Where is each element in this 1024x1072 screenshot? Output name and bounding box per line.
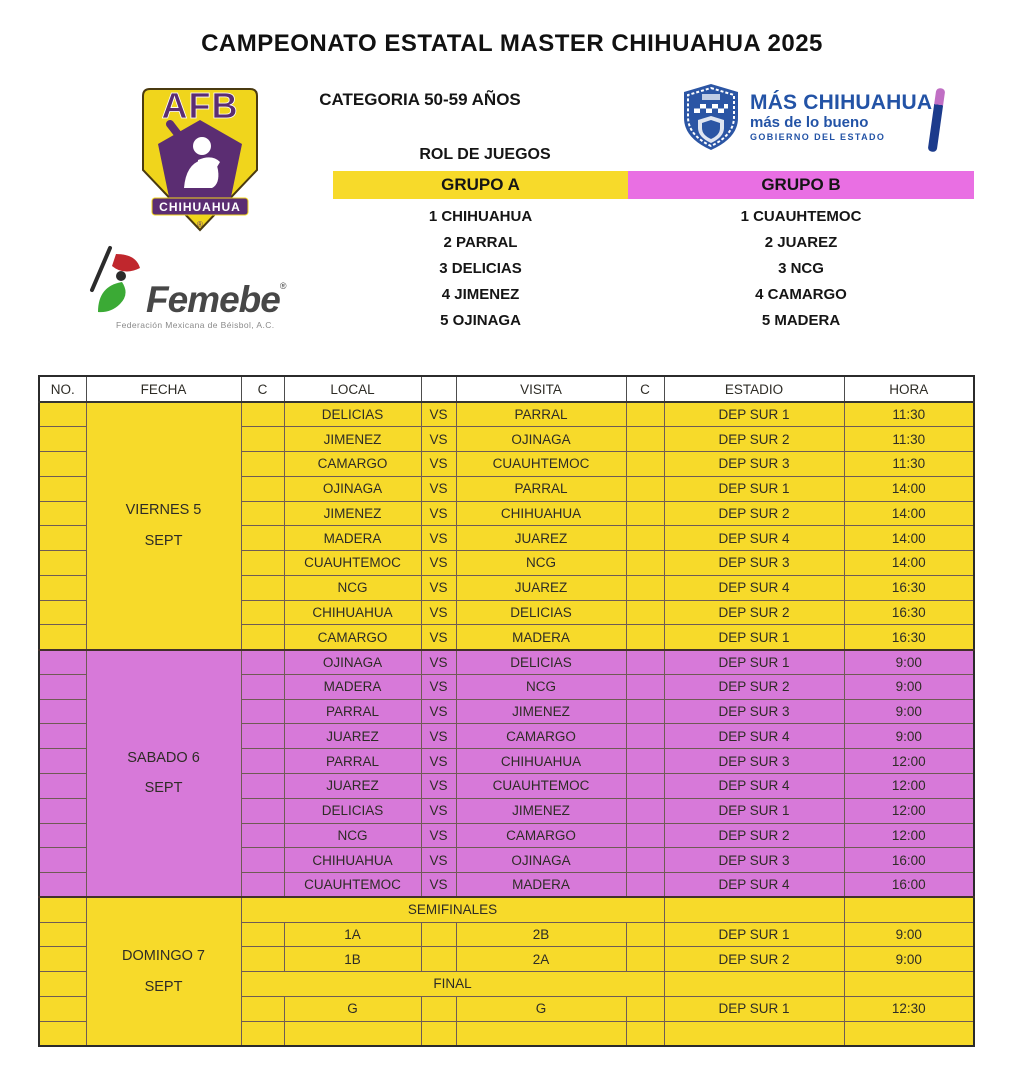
visita-cell: JIMENEZ: [456, 798, 626, 823]
estadio-cell: DEP SUR 3: [664, 749, 844, 774]
no-cell: [39, 798, 86, 823]
group-b-team: 5 MADERA: [761, 312, 841, 329]
c-cell: [626, 947, 664, 972]
hora-cell: 12:00: [844, 749, 974, 774]
visita-cell: MADERA: [456, 873, 626, 898]
table-row: [39, 402, 974, 427]
groups-panel: [333, 171, 974, 334]
visita-cell: 2A: [456, 947, 626, 972]
vs-cell: [421, 1021, 456, 1046]
vs-cell: VS: [421, 575, 456, 600]
local-cell: DELICIAS: [284, 798, 421, 823]
vs-cell: VS: [421, 427, 456, 452]
hora-cell: [844, 897, 974, 922]
table-row: [39, 897, 974, 922]
visita-cell: JIMENEZ: [456, 699, 626, 724]
col-header-visita: VISITA: [456, 376, 626, 402]
afb-chihuahua-logo: [138, 86, 262, 236]
c-cell: [626, 427, 664, 452]
estadio-cell: DEP SUR 3: [664, 452, 844, 477]
afb-shield-icon: [138, 86, 262, 236]
c-cell: [241, 947, 284, 972]
vs-cell: VS: [421, 699, 456, 724]
estadio-cell: DEP SUR 2: [664, 674, 844, 699]
local-cell: JUAREZ: [284, 773, 421, 798]
no-cell: [39, 476, 86, 501]
visita-cell: CUAUHTEMOC: [456, 452, 626, 477]
estadio-cell: [664, 1021, 844, 1046]
date-line1: VIERNES 5: [125, 502, 202, 519]
hora-cell: 12:00: [844, 823, 974, 848]
group-a-header: GRUPO A: [333, 171, 628, 199]
no-cell: [39, 848, 86, 873]
c-cell: [626, 724, 664, 749]
c-cell: [626, 625, 664, 650]
vs-cell: VS: [421, 600, 456, 625]
local-cell: PARRAL: [284, 749, 421, 774]
afb-registered-mark: ®: [197, 220, 203, 229]
c-cell: [241, 873, 284, 898]
no-cell: [39, 972, 86, 997]
local-cell: JIMENEZ: [284, 427, 421, 452]
hora-cell: 16:00: [844, 873, 974, 898]
date-line2: SEPT: [144, 780, 183, 797]
stage-banner-cell: FINAL: [241, 972, 664, 997]
c-cell: [626, 476, 664, 501]
visita-cell: CAMARGO: [456, 724, 626, 749]
vs-cell: VS: [421, 650, 456, 675]
no-cell: [39, 526, 86, 551]
schedule-body: [39, 402, 974, 1046]
schedule-table: [38, 375, 975, 1047]
no-cell: [39, 823, 86, 848]
vs-cell: VS: [421, 749, 456, 774]
hora-cell: 9:00: [844, 947, 974, 972]
hora-cell: 16:30: [844, 625, 974, 650]
c-cell: [241, 650, 284, 675]
group-b-team: 1 CUAUHTEMOC: [740, 208, 862, 225]
local-cell: MADERA: [284, 526, 421, 551]
group-a-list: [333, 199, 628, 334]
gobierno-line2: más de lo bueno: [750, 114, 869, 131]
vs-cell: [421, 996, 456, 1021]
hora-cell: 14:00: [844, 526, 974, 551]
c-cell: [626, 996, 664, 1021]
visita-cell: G: [456, 996, 626, 1021]
hora-cell: 11:30: [844, 452, 974, 477]
visita-cell: CAMARGO: [456, 823, 626, 848]
no-cell: [39, 650, 86, 675]
estadio-cell: DEP SUR 4: [664, 724, 844, 749]
estadio-cell: DEP SUR 1: [664, 798, 844, 823]
date-line2: SEPT: [144, 532, 183, 549]
no-cell: [39, 551, 86, 576]
vs-cell: VS: [421, 674, 456, 699]
c-cell: [626, 773, 664, 798]
date-cell: [86, 897, 241, 1046]
c-cell: [241, 922, 284, 947]
local-cell: JIMENEZ: [284, 501, 421, 526]
local-cell: OJINAGA: [284, 650, 421, 675]
c-cell: [241, 476, 284, 501]
c-cell: [241, 427, 284, 452]
group-b-team: 3 NCG: [778, 260, 824, 277]
c-cell: [241, 699, 284, 724]
estadio-cell: DEP SUR 3: [664, 551, 844, 576]
vs-cell: VS: [421, 402, 456, 427]
hora-cell: 9:00: [844, 650, 974, 675]
estadio-cell: [664, 897, 844, 922]
afb-acronym: AFB: [161, 86, 239, 126]
visita-cell: DELICIAS: [456, 600, 626, 625]
hora-cell: 9:00: [844, 699, 974, 724]
local-cell: 1A: [284, 922, 421, 947]
estadio-cell: DEP SUR 3: [664, 848, 844, 873]
c-cell: [626, 823, 664, 848]
estadio-cell: DEP SUR 1: [664, 402, 844, 427]
c-cell: [626, 575, 664, 600]
local-cell: CUAUHTEMOC: [284, 873, 421, 898]
estadio-cell: DEP SUR 2: [664, 427, 844, 452]
c-cell: [241, 575, 284, 600]
no-cell: [39, 452, 86, 477]
vs-cell: VS: [421, 823, 456, 848]
afb-banner-text: CHIHUAHUA: [159, 200, 241, 214]
estadio-cell: DEP SUR 3: [664, 699, 844, 724]
date-line2: SEPT: [144, 978, 183, 995]
femebe-batter-icon: [88, 244, 146, 318]
hora-cell: 9:00: [844, 724, 974, 749]
c-cell: [626, 922, 664, 947]
local-cell: [284, 1021, 421, 1046]
femebe-logo: [88, 244, 303, 336]
local-cell: NCG: [284, 823, 421, 848]
c-cell: [241, 848, 284, 873]
visita-cell: [456, 1021, 626, 1046]
col-header-c1: C: [241, 376, 284, 402]
group-b-list: [628, 199, 974, 334]
date-line1: SABADO 6: [127, 750, 200, 767]
vs-cell: VS: [421, 501, 456, 526]
hora-cell: 14:00: [844, 501, 974, 526]
hora-cell: 12:00: [844, 773, 974, 798]
col-header-fecha: FECHA: [86, 376, 241, 402]
estadio-cell: DEP SUR 4: [664, 873, 844, 898]
col-header-no: NO.: [39, 376, 86, 402]
group-b-header: GRUPO B: [628, 171, 974, 199]
local-cell: DELICIAS: [284, 402, 421, 427]
no-cell: [39, 922, 86, 947]
local-cell: PARRAL: [284, 699, 421, 724]
c-cell: [626, 674, 664, 699]
visita-cell: CHIHUAHUA: [456, 501, 626, 526]
col-header-hora: HORA: [844, 376, 974, 402]
estadio-cell: DEP SUR 2: [664, 501, 844, 526]
c-cell: [241, 823, 284, 848]
table-row: [39, 650, 974, 675]
no-cell: [39, 947, 86, 972]
local-cell: 1B: [284, 947, 421, 972]
hora-cell: 14:00: [844, 476, 974, 501]
local-cell: G: [284, 996, 421, 1021]
hora-cell: 9:00: [844, 674, 974, 699]
hora-cell: 14:00: [844, 551, 974, 576]
estadio-cell: DEP SUR 4: [664, 773, 844, 798]
hora-cell: 16:00: [844, 848, 974, 873]
hora-cell: 16:30: [844, 600, 974, 625]
no-cell: [39, 674, 86, 699]
visita-cell: CUAUHTEMOC: [456, 773, 626, 798]
c-cell: [241, 674, 284, 699]
femebe-registered-mark: ®: [279, 281, 287, 291]
group-a-team: 5 OJINAGA: [440, 312, 521, 329]
group-a-team: 4 JIMENEZ: [441, 286, 520, 303]
date-line1: DOMINGO 7: [122, 948, 205, 965]
vs-cell: VS: [421, 848, 456, 873]
c-cell: [626, 452, 664, 477]
vs-cell: VS: [421, 476, 456, 501]
no-cell: [39, 625, 86, 650]
hora-cell: [844, 1021, 974, 1046]
c-cell: [241, 452, 284, 477]
femebe-wordmark: Femebe: [146, 279, 280, 320]
c-cell: [241, 773, 284, 798]
date-cell: [86, 650, 241, 898]
estadio-cell: DEP SUR 4: [664, 526, 844, 551]
vs-cell: VS: [421, 873, 456, 898]
hora-cell: 9:00: [844, 922, 974, 947]
c-cell: [626, 402, 664, 427]
local-cell: CHIHUAHUA: [284, 600, 421, 625]
group-a-team: 3 DELICIAS: [439, 260, 522, 277]
hora-cell: 11:30: [844, 402, 974, 427]
local-cell: CAMARGO: [284, 452, 421, 477]
vs-cell: VS: [421, 625, 456, 650]
local-cell: MADERA: [284, 674, 421, 699]
c-cell: [626, 600, 664, 625]
c-cell: [241, 749, 284, 774]
c-cell: [626, 749, 664, 774]
visita-cell: PARRAL: [456, 476, 626, 501]
hora-cell: 11:30: [844, 427, 974, 452]
col-header-vs: [421, 376, 456, 402]
local-cell: OJINAGA: [284, 476, 421, 501]
local-cell: CHIHUAHUA: [284, 848, 421, 873]
estadio-cell: DEP SUR 2: [664, 947, 844, 972]
local-cell: CAMARGO: [284, 625, 421, 650]
c-cell: [626, 551, 664, 576]
c-cell: [626, 848, 664, 873]
gobierno-logo: [680, 82, 932, 152]
c-cell: [626, 798, 664, 823]
estadio-cell: DEP SUR 1: [664, 922, 844, 947]
no-cell: [39, 1021, 86, 1046]
local-cell: NCG: [284, 575, 421, 600]
estadio-cell: DEP SUR 1: [664, 650, 844, 675]
c-cell: [241, 996, 284, 1021]
estadio-cell: [664, 972, 844, 997]
c-cell: [241, 600, 284, 625]
visita-cell: CHIHUAHUA: [456, 749, 626, 774]
hora-cell: [844, 972, 974, 997]
visita-cell: NCG: [456, 551, 626, 576]
c-cell: [626, 526, 664, 551]
estadio-cell: DEP SUR 2: [664, 823, 844, 848]
category-label: CATEGORIA 50-59 AÑOS: [319, 90, 521, 109]
c-cell: [626, 1021, 664, 1046]
col-header-local: LOCAL: [284, 376, 421, 402]
vs-cell: [421, 922, 456, 947]
vs-cell: [421, 947, 456, 972]
visita-cell: MADERA: [456, 625, 626, 650]
vs-cell: VS: [421, 724, 456, 749]
no-cell: [39, 575, 86, 600]
page-title: CAMPEONATO ESTATAL MASTER CHIHUAHUA 2025: [201, 30, 823, 57]
no-cell: [39, 402, 86, 427]
c-cell: [241, 798, 284, 823]
c-cell: [241, 724, 284, 749]
no-cell: [39, 501, 86, 526]
stage-banner-cell: SEMIFINALES: [241, 897, 664, 922]
no-cell: [39, 897, 86, 922]
estadio-cell: DEP SUR 2: [664, 600, 844, 625]
c-cell: [626, 501, 664, 526]
no-cell: [39, 996, 86, 1021]
vs-cell: VS: [421, 452, 456, 477]
vs-cell: VS: [421, 551, 456, 576]
group-a-team: 1 CHIHUAHUA: [428, 208, 533, 225]
estadio-cell: DEP SUR 1: [664, 625, 844, 650]
group-b-team: 2 JUAREZ: [764, 234, 838, 251]
visita-cell: PARRAL: [456, 402, 626, 427]
gobierno-line1: MÁS CHIHUAHUA: [750, 91, 933, 114]
vs-cell: VS: [421, 798, 456, 823]
no-cell: [39, 749, 86, 774]
visita-cell: NCG: [456, 674, 626, 699]
c-cell: [626, 650, 664, 675]
local-cell: CUAUHTEMOC: [284, 551, 421, 576]
c-cell: [241, 501, 284, 526]
visita-cell: DELICIAS: [456, 650, 626, 675]
gobierno-text: [750, 92, 932, 142]
no-cell: [39, 873, 86, 898]
no-cell: [39, 600, 86, 625]
visita-cell: JUAREZ: [456, 575, 626, 600]
vs-cell: VS: [421, 773, 456, 798]
c-cell: [241, 526, 284, 551]
no-cell: [39, 724, 86, 749]
visita-cell: JUAREZ: [456, 526, 626, 551]
hora-cell: 12:30: [844, 996, 974, 1021]
c-cell: [241, 402, 284, 427]
c-cell: [626, 873, 664, 898]
hora-cell: 16:30: [844, 575, 974, 600]
visita-cell: 2B: [456, 922, 626, 947]
table-header-row: [39, 376, 974, 402]
gobierno-line3: GOBIERNO DEL ESTADO: [750, 132, 886, 142]
date-cell: [86, 402, 241, 650]
c-cell: [241, 551, 284, 576]
c-cell: [626, 699, 664, 724]
visita-cell: OJINAGA: [456, 848, 626, 873]
femebe-subtitle: Federación Mexicana de Béisbol, A.C.: [116, 320, 275, 330]
group-b-team: 4 CAMARGO: [755, 286, 847, 303]
col-header-estadio: ESTADIO: [664, 376, 844, 402]
gobierno-shield-icon: [680, 82, 742, 152]
visita-cell: OJINAGA: [456, 427, 626, 452]
c-cell: [241, 1021, 284, 1046]
estadio-cell: DEP SUR 4: [664, 575, 844, 600]
c-cell: [241, 625, 284, 650]
no-cell: [39, 427, 86, 452]
col-header-c2: C: [626, 376, 664, 402]
local-cell: JUAREZ: [284, 724, 421, 749]
estadio-cell: DEP SUR 1: [664, 476, 844, 501]
estadio-cell: DEP SUR 1: [664, 996, 844, 1021]
vs-cell: VS: [421, 526, 456, 551]
no-cell: [39, 773, 86, 798]
hora-cell: 12:00: [844, 798, 974, 823]
schedule-heading: ROL DE JUEGOS: [419, 146, 551, 163]
no-cell: [39, 699, 86, 724]
group-a-team: 2 PARRAL: [443, 234, 518, 251]
